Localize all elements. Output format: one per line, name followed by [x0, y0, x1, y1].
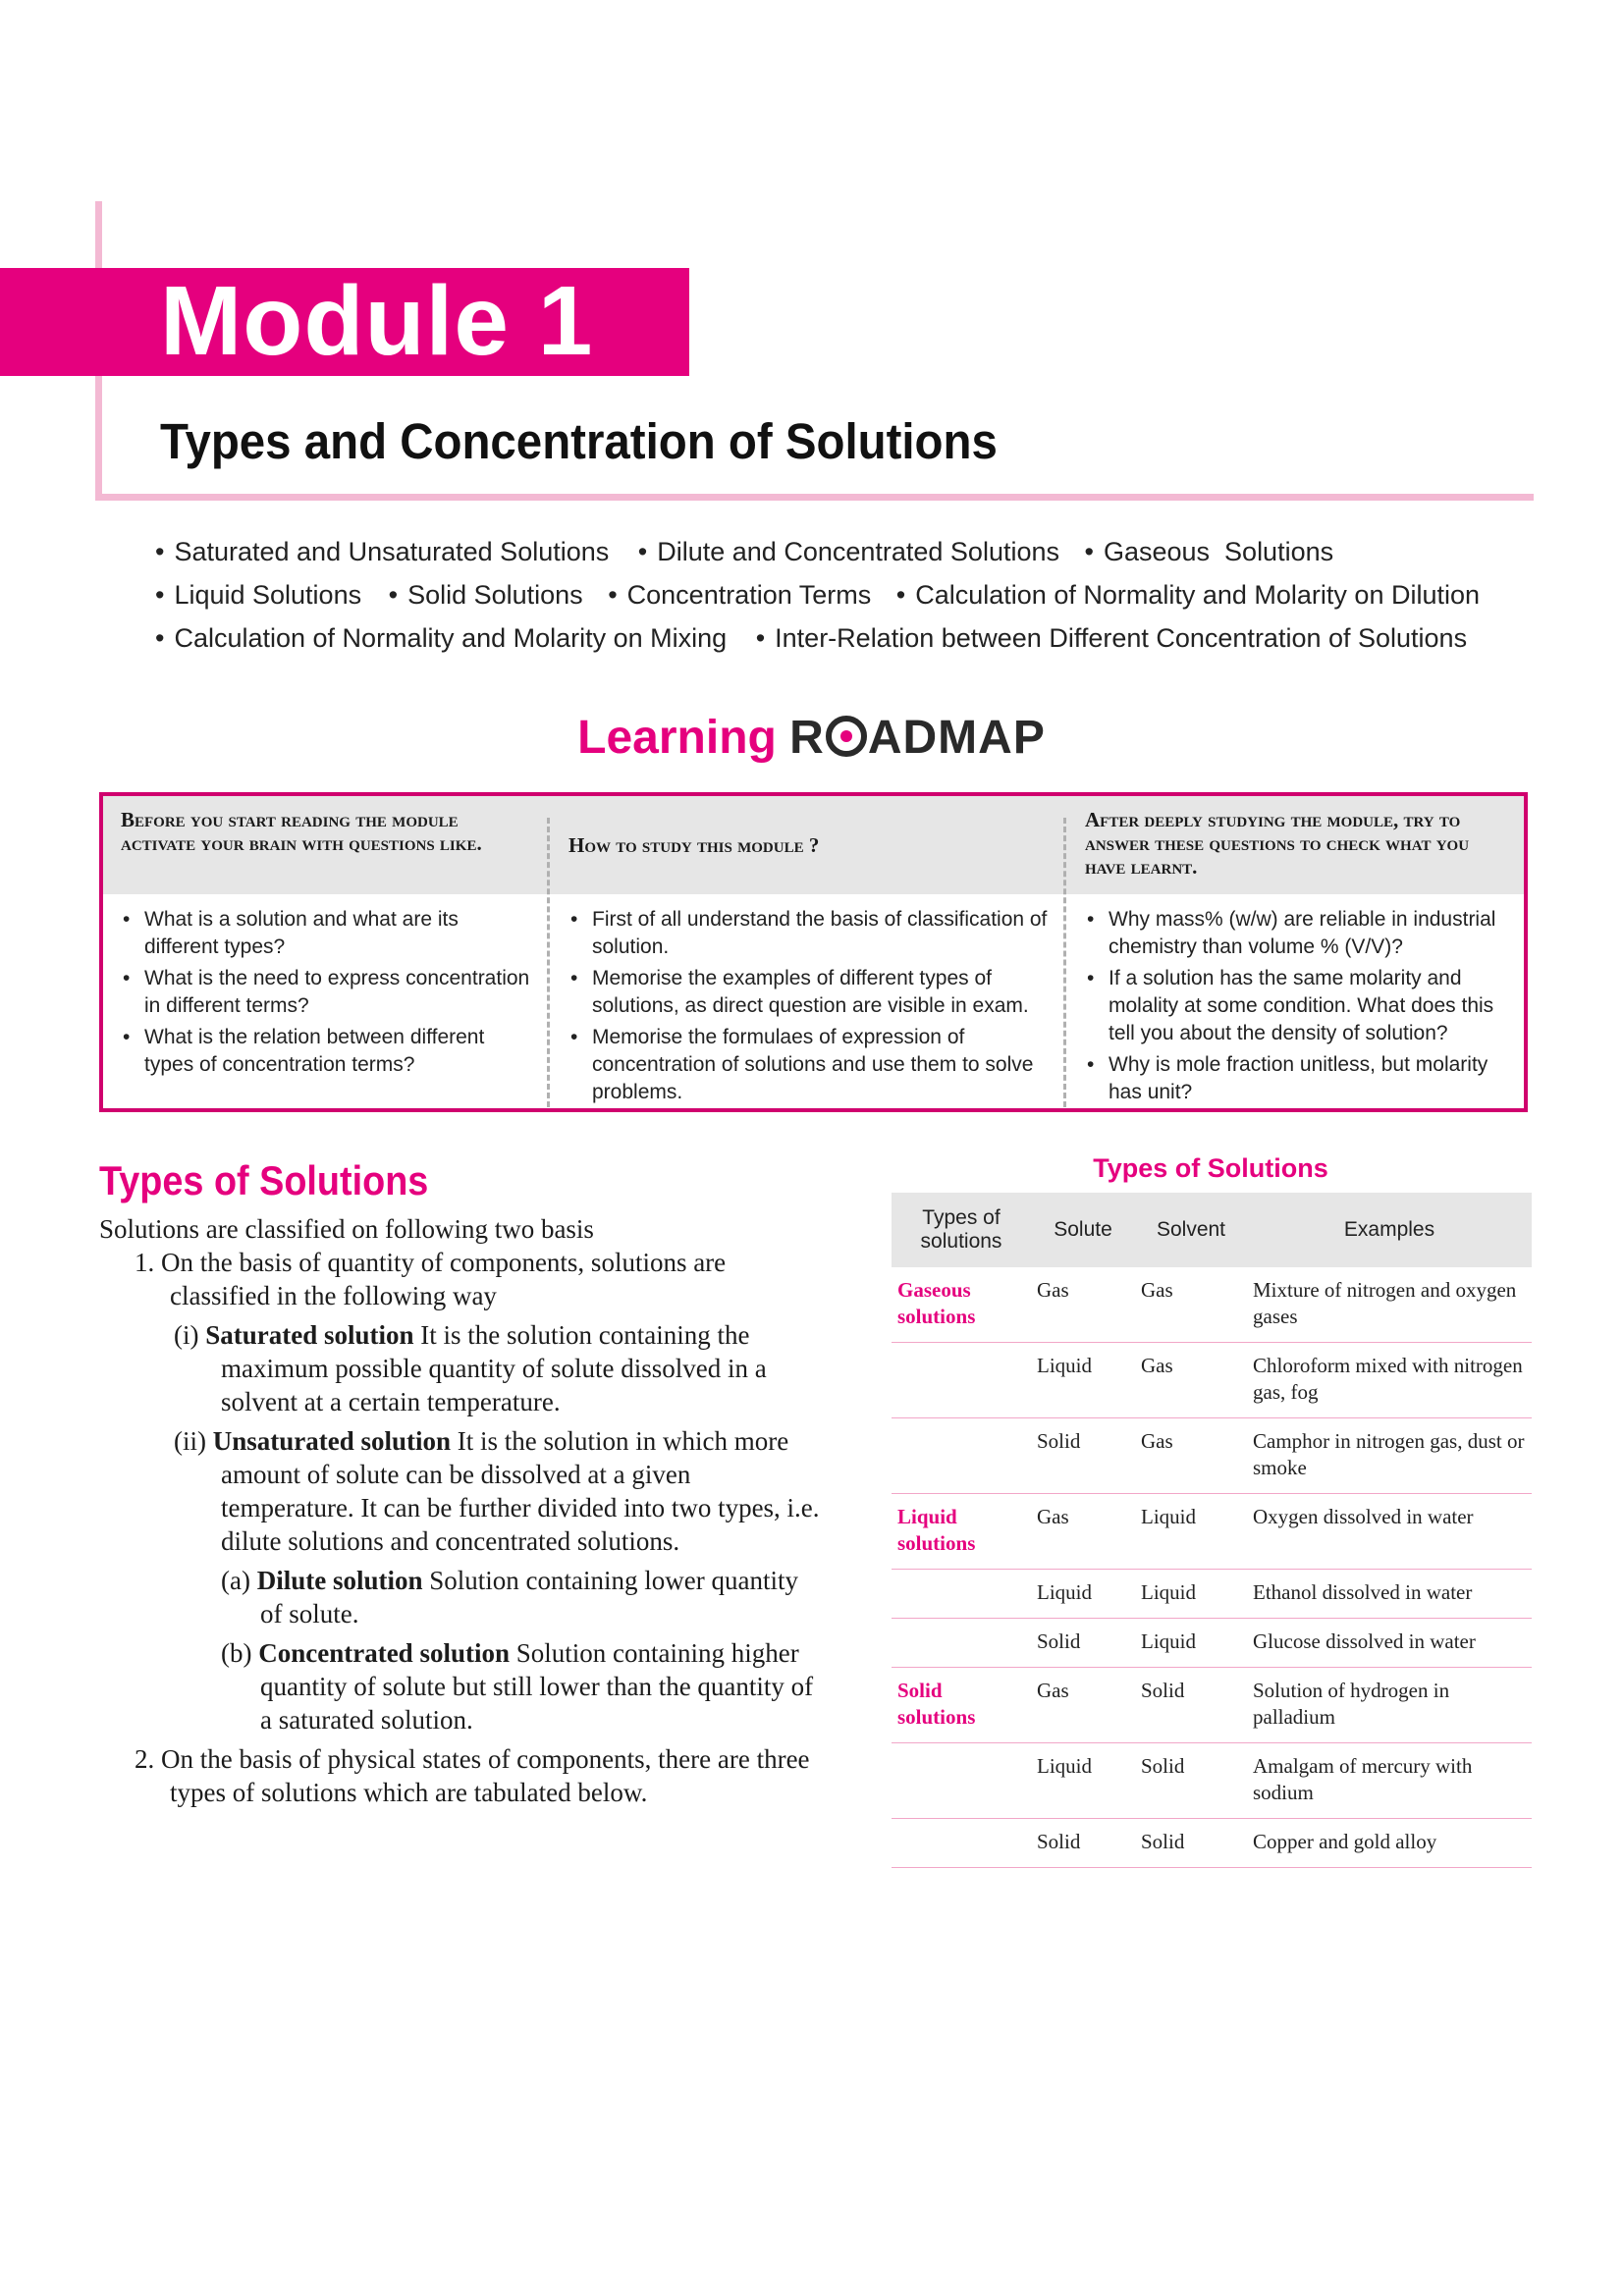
- roadmap-heading-learning: Learning: [577, 712, 777, 764]
- topic-item: Solid Solutions: [407, 580, 583, 610]
- term: Unsaturated solution: [212, 1426, 452, 1456]
- module-title: Module 1: [160, 266, 594, 376]
- definition-text: Solution containing higher quantity of solute but still lower than the quantity of a saturated solution.: [260, 1638, 814, 1735]
- item-number: 2.: [135, 1744, 155, 1774]
- topic-item: Concentration Terms: [626, 580, 872, 610]
- column-header: Examples: [1247, 1193, 1532, 1267]
- roadmap-tips-list: [551, 906, 1061, 1110]
- table-row: [892, 1494, 1532, 1570]
- list-item: • Memorise the examples of different types of solutions, as direct question are visible in exam.: [568, 965, 1048, 1020]
- table-row: [892, 1819, 1532, 1868]
- definition-text: Solution containing lower quantity of solute.: [260, 1566, 798, 1629]
- table-row: [892, 1418, 1532, 1494]
- table-cell: Liquid: [1031, 1743, 1135, 1819]
- roadmap-box: [99, 792, 1528, 1112]
- table-cell: Gas: [1031, 1494, 1135, 1570]
- definition-text: It is the solution containing the maximum possible quantity of solute dissolved in a solvent at a certain temperature.: [221, 1320, 767, 1416]
- definition-text: It is the solution in which more amount of solute can be dissolved at a given temperature. It can be further divided into two types, i.e. dilute solutions and concentrated solutions.: [221, 1426, 820, 1556]
- section-title: Types of Solutions: [99, 1157, 429, 1203]
- topics-line-3: [155, 616, 1530, 660]
- roadmap-heading-admap: ADMAP: [867, 712, 1046, 764]
- table-cell: Liquid: [1135, 1570, 1247, 1619]
- table-cell: Gas: [1135, 1343, 1247, 1418]
- table-cell: Solution of hydrogen in palladium: [1247, 1668, 1532, 1743]
- bullet-icon: •: [755, 623, 766, 653]
- table-cell: Glucose dissolved in water: [1247, 1619, 1532, 1668]
- sub-item-ii: [99, 1424, 826, 1558]
- roadmap-heading: [0, 709, 1623, 768]
- item-number: (b): [221, 1638, 252, 1668]
- table-cell: Liquid solutions: [892, 1494, 1031, 1570]
- section-intro: Solutions are classified on following two basis: [99, 1214, 594, 1244]
- numbered-paragraph-1: [99, 1246, 826, 1312]
- module-subtitle: Types and Concentration of Solutions: [160, 413, 998, 469]
- map-pin-icon: [826, 716, 867, 757]
- item-number: 1.: [135, 1248, 155, 1277]
- roadmap-column-after: [1067, 796, 1524, 1108]
- term: Concentrated solution: [258, 1638, 510, 1668]
- roadmap-column-heading: Before you start reading the module activate your brain with questions like.: [121, 808, 482, 855]
- table-row: [892, 1343, 1532, 1418]
- bullet-icon: •: [637, 537, 648, 566]
- list-item: • First of all understand the basis of classification of solution.: [568, 906, 1048, 961]
- table-cell: Gas: [1135, 1418, 1247, 1494]
- list-item: • If a solution has the same molarity and molality at some condition. What does this tell you about the density of solution?: [1085, 965, 1510, 1047]
- roadmap-heading-r: R: [789, 712, 825, 764]
- table-cell: Solid: [1031, 1418, 1135, 1494]
- table-cell: Copper and gold alloy: [1247, 1819, 1532, 1868]
- table-row: [892, 1619, 1532, 1668]
- paragraph-text: On the basis of quantity of components, solutions are classified in the following way: [161, 1248, 727, 1310]
- table-cell: Chloroform mixed with nitrogen gas, fog: [1247, 1343, 1532, 1418]
- table-cell: Gaseous solutions: [892, 1267, 1031, 1343]
- table-cell: Liquid: [1135, 1494, 1247, 1570]
- bullet-icon: •: [1084, 537, 1094, 566]
- topic-item: Calculation of Normality and Molarity on Mixing: [174, 623, 728, 653]
- table-cell: [892, 1570, 1031, 1619]
- topics-list: [155, 530, 1530, 660]
- sub-item-a: [99, 1564, 826, 1630]
- term: Saturated solution: [205, 1320, 414, 1350]
- table-cell: Solid solutions: [892, 1668, 1031, 1743]
- sub-item-b: [99, 1636, 826, 1736]
- item-number: (ii): [174, 1426, 206, 1456]
- table-header-row: [892, 1193, 1532, 1267]
- table-cell: Solid: [1135, 1819, 1247, 1868]
- topics-line-2: [155, 573, 1530, 616]
- roadmap-column-heading: After deeply studying the module, try to answer these questions to check what you have learnt.: [1085, 808, 1470, 879]
- table-cell: Solid: [1031, 1619, 1135, 1668]
- topic-item: Gaseous Solutions: [1103, 537, 1334, 566]
- table-cell: Amalgam of mercury with sodium: [1247, 1743, 1532, 1819]
- item-number: (i): [174, 1320, 199, 1350]
- table-row: [892, 1668, 1532, 1743]
- table-cell: [892, 1418, 1031, 1494]
- table-cell: Liquid: [1031, 1570, 1135, 1619]
- topic-item: Dilute and Concentrated Solutions: [657, 537, 1059, 566]
- section-body: [99, 1212, 826, 1809]
- bullet-icon: •: [388, 580, 399, 610]
- bullet-icon: •: [155, 623, 165, 653]
- topic-item: Liquid Solutions: [174, 580, 362, 610]
- list-item: • What is the relation between different types of concentration terms?: [121, 1024, 533, 1079]
- table-cell: Solid: [1135, 1668, 1247, 1743]
- roadmap-column-how: [551, 796, 1061, 1108]
- bullet-icon: •: [155, 580, 165, 610]
- table-cell: Gas: [1031, 1668, 1135, 1743]
- solutions-table: [892, 1193, 1532, 1868]
- roadmap-heading-roadmap: [789, 712, 1046, 764]
- list-item: • What is the need to express concentration in different terms?: [121, 965, 533, 1020]
- table-row: [892, 1743, 1532, 1819]
- topic-item: Calculation of Normality and Molarity on Dilution: [915, 580, 1481, 610]
- list-item: • What is a solution and what are its different types?: [121, 906, 533, 961]
- column-header: Types of solutions: [892, 1193, 1031, 1267]
- table-row: [892, 1267, 1532, 1343]
- table-cell: Oxygen dissolved in water: [1247, 1494, 1532, 1570]
- sub-item-i: [99, 1318, 826, 1418]
- list-item: • Why is mole fraction unitless, but molarity has unit?: [1085, 1051, 1510, 1106]
- table-row: [892, 1570, 1532, 1619]
- roadmap-question-list: [103, 906, 547, 1083]
- bullet-icon: •: [895, 580, 906, 610]
- table-cell: Gas: [1031, 1267, 1135, 1343]
- table-cell: [892, 1743, 1031, 1819]
- table-cell: Solid: [1031, 1819, 1135, 1868]
- item-number: (a): [221, 1566, 250, 1595]
- roadmap-column-heading: How to study this module ?: [568, 833, 820, 857]
- table-cell: [892, 1619, 1031, 1668]
- table-cell: Liquid: [1031, 1343, 1135, 1418]
- table-cell: Liquid: [1135, 1619, 1247, 1668]
- column-divider: [1063, 818, 1066, 1107]
- paragraph-text: On the basis of physical states of components, there are three types of solutions which are tabulated below.: [161, 1744, 810, 1807]
- table-cell: Solid: [1135, 1743, 1247, 1819]
- table-cell: Gas: [1135, 1267, 1247, 1343]
- table-cell: Camphor in nitrogen gas, dust or smoke: [1247, 1418, 1532, 1494]
- topic-item: Inter-Relation between Different Concentration of Solutions: [775, 623, 1468, 653]
- roadmap-column-before: [103, 796, 547, 1108]
- bullet-icon: •: [155, 537, 165, 566]
- table-cell: [892, 1343, 1031, 1418]
- list-item: • Memorise the formulaes of expression of concentration of solutions and use them to solve problems.: [568, 1024, 1048, 1106]
- roadmap-review-list: [1067, 906, 1524, 1110]
- table-cell: Ethanol dissolved in water: [1247, 1570, 1532, 1619]
- column-divider: [547, 818, 550, 1107]
- bullet-icon: •: [608, 580, 618, 610]
- numbered-paragraph-2: [99, 1742, 826, 1809]
- topic-item: Saturated and Unsaturated Solutions: [174, 537, 610, 566]
- column-header: Solute: [1031, 1193, 1135, 1267]
- table-title: Types of Solutions: [1093, 1153, 1328, 1183]
- table-cell: [892, 1819, 1031, 1868]
- topics-line-1: [155, 530, 1530, 573]
- term: Dilute solution: [256, 1566, 423, 1595]
- header-horizontal-rule: [95, 494, 1534, 501]
- list-item: • Why mass% (w/w) are reliable in industrial chemistry than volume % (V/V)?: [1085, 906, 1510, 961]
- column-header: Solvent: [1135, 1193, 1247, 1267]
- table-cell: Mixture of nitrogen and oxygen gases: [1247, 1267, 1532, 1343]
